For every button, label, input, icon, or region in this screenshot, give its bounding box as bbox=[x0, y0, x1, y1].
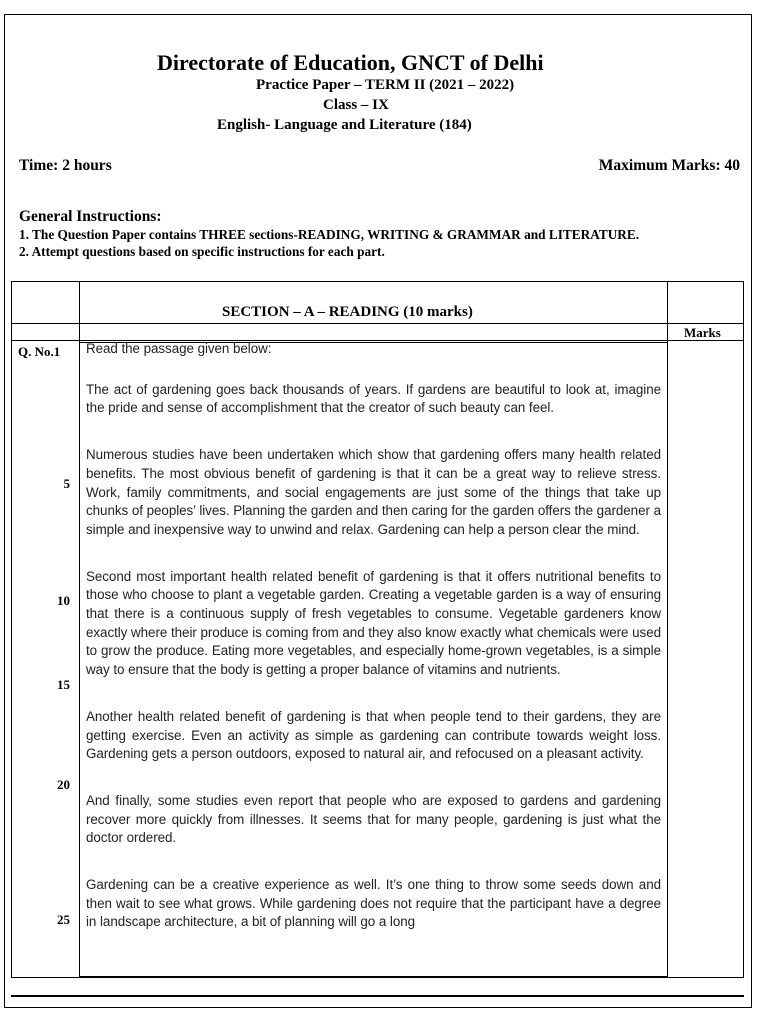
col-divider-right bbox=[667, 281, 668, 978]
subject-label: English- Language and Literature (184) bbox=[217, 117, 472, 133]
passage-intro: Read the passage given below: bbox=[86, 341, 272, 356]
passage-paragraph-1: The act of gardening goes back thousands of years. If gardens are beautiful to look at, imagine the pride and sense of accomplishment that the creator of such beauty can feel. bbox=[86, 381, 661, 416]
line-number-15: 15 bbox=[57, 677, 70, 692]
instructions-heading: General Instructions: bbox=[19, 208, 162, 225]
instruction-item-1: 1. The Question Paper contains THREE sections-READING, WRITING & GRAMMAR and LITERATURE. bbox=[19, 227, 640, 242]
passage-paragraph-6: Gardening can be a creative experience as well. It’s one thing to throw some seeds down and then wait to see what grows. While gardening does not require that the participant have a degree in landscape architecture, a bit of planning will go a long bbox=[86, 877, 661, 930]
passage-paragraph-4: Another health related benefit of gardening is that when people tend to their gardens, they are getting exercise. Even an activity as simple as gardening can contribute towards weight loss. Gardening gets a person outdoors, exposed to natural air, and refocused on a pleasant activity. bbox=[86, 708, 661, 762]
line-number-5: 5 bbox=[63, 476, 70, 491]
line-number-25: 25 bbox=[57, 912, 70, 927]
section-title: SECTION – A – READING (10 marks) bbox=[222, 304, 473, 320]
line-number-10: 10 bbox=[57, 593, 70, 608]
bottom-rule bbox=[11, 995, 744, 997]
paper-title: Practice Paper – TERM II (2021 – 2022) bbox=[256, 77, 515, 93]
passage-paragraph-5: And finally, some studies even report that people who are exposed to gardens and gardening recover more quickly from illnesses. It seems that for many people, gardening is just what the doctor ordered. bbox=[86, 792, 661, 846]
org-title: Directorate of Education, GNCT of Delhi bbox=[157, 50, 544, 75]
marks-header: Marks bbox=[684, 325, 721, 340]
line-number-20: 20 bbox=[57, 777, 70, 792]
reading-passage bbox=[86, 340, 661, 932]
instruction-item-2: 2. Attempt questions based on specific instructions for each part. bbox=[19, 244, 385, 259]
max-marks-label: Maximum Marks: 40 bbox=[598, 157, 740, 174]
passage-paragraph-2: Numerous studies have been undertaken which show that gardening offers many health related benefits. The most obvious benefit of gardening is that it can be a great way to relieve stress. Work, family commitments, and social engagements are just some of the things that take up chunks of peoples’ lives. Planning the garden and then caring for the garden offers the gardener a simple and inexpensive way to unwind and relax. Gardening can help a person clear the mind. bbox=[86, 447, 661, 537]
row-divider-1 bbox=[11, 323, 744, 324]
time-label: Time: 2 hours bbox=[19, 157, 112, 174]
col-divider-left bbox=[79, 281, 80, 978]
question-number: Q. No.1 bbox=[18, 344, 61, 359]
inner-box-bottom bbox=[79, 976, 667, 977]
class-label: Class – IX bbox=[323, 97, 389, 113]
passage-paragraph-3: Second most important health related benefit of gardening is that it offers nutritional benefits to those who choose to plant a vegetable garden. Creating a vegetable garden is a way of ensuring that there is a continuous supply of fresh vegetables to consume. Vegetable gardeners know exactly where their produce is coming from and they also know exactly what chemicals were used to grow the produce. Eating more vegetables, and especially home-grown vegetables, is a simple way to ensure that the body is getting a proper balance of vitamins and nutrients. bbox=[86, 568, 661, 678]
